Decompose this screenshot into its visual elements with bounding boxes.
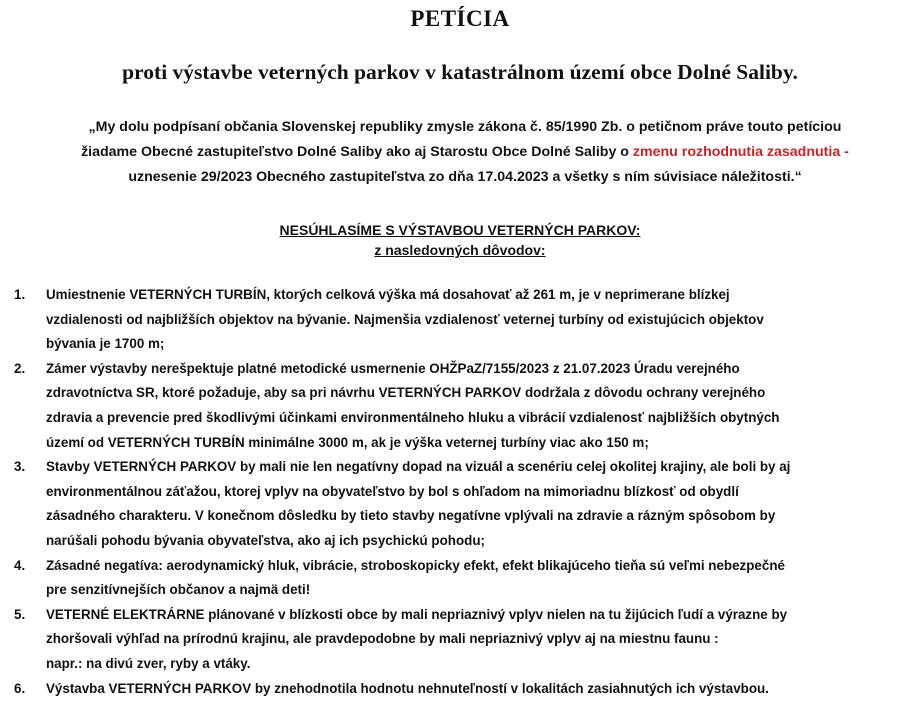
list-item-number: 1. — [14, 287, 26, 302]
list-item-text-line: VETERNÉ ELEKTRÁRNE plánované v blízkosti obce by mali nepriaznivý vplyv nielen na tu žijúcich ľudí a výrazne by — [46, 606, 788, 622]
reasons-list — [0, 283, 920, 701]
list-item — [0, 603, 920, 677]
intro-line-2-text: žiadame Obecné zastupiteľstvo Dolné Saliby ako aj Starostu Obce Dolné Saliby o — [81, 144, 633, 160]
section-heading-line-2: z nasledovných dôvodov: — [374, 242, 546, 258]
list-item-text-line: zhoršovali výhľad na prírodnú krajinu, ale pravdepodobne by mali nepriaznivý vplyv aj na miestnu faunu : — [46, 631, 719, 647]
list-item-text-line: zdravotníctva SR, ktoré požaduje, aby sa pri návrhu VETERNÝCH PARKOV dodržala z dôvodu ochrany verejného — [46, 385, 766, 401]
list-item-text-line: Zámer výstavby nerešpektuje platné metodické usmernenie OHŽPaZ/7155/2023 z 21.07.2023 Úradu verejného — [46, 360, 740, 376]
list-item-text-line: bývania je 1700 m; — [46, 336, 165, 352]
list-item-text-line: území od VETERNÝCH TURBÍN minimálne 3000 m, ak je výška veternej turbíny viac ako 150 m; — [46, 434, 649, 450]
page-title: PETÍCIA — [410, 6, 510, 31]
list-item-text-line: Stavby VETERNÝCH PARKOV by mali nie len negatívny dopad na vizuál a scenériu celej okolitej krajiny, ale boli by aj — [46, 459, 791, 475]
list-item-text-line: vzdialenosti od najbližších objektov na bývanie. Najmenšia vzdialenosť veternej turbíny od existujúcich objektov — [46, 311, 764, 327]
list-item-text-line: napr.: na divú zver, ryby a vtáky. — [46, 655, 251, 671]
section-heading — [0, 220, 920, 260]
list-item — [0, 357, 920, 455]
list-item-number: 5. — [14, 606, 26, 622]
intro-line-3: uznesenie 29/2023 Obecného zastupiteľstva zo dňa 17.04.2023 a všetky s ním súvisiace náležitosti.“ — [128, 169, 802, 185]
list-item — [0, 455, 920, 553]
list-item-text-line: Umiestnenie VETERNÝCH TURBÍN, ktorých celková výška má dosahovať až 261 m, je v neprimerane blízkej — [46, 287, 730, 302]
intro-paragraph — [30, 115, 900, 190]
list-item-text-line: zdravia a prevencie pred škodlivými účinkami environmentálneho hluku a vibrácií vzdialenosť najbližších obytných — [46, 409, 780, 425]
list-item — [0, 283, 920, 357]
list-item-text-line: Výstavba VETERNÝCH PARKOV by znehodnotila hodnotu nehnuteľností v lokalitách zasiahnutých ich výstavbou. — [46, 680, 769, 696]
list-item-text-line: environmentálnou záťažou, ktorej vplyv na obyvateľstvo by bol s ohľadom na mimoriadnu blízkosť od obydlí — [46, 483, 739, 499]
list-item-number: 2. — [14, 360, 26, 376]
intro-line-2 — [30, 140, 900, 165]
page-subtitle: proti výstavbe veterných parkov v katastrálnom území obce Dolné Saliby. — [122, 60, 798, 84]
intro-highlight: zmenu rozhodnutia zasadnutia - — [632, 144, 849, 160]
list-item-text-line: zásadného charakteru. V konečnom dôsledku by tieto stavby negatívne vplývali na zdravie a rázným spôsobom by — [46, 508, 776, 524]
section-heading-line-1: NESÚHLASÍME S VÝSTAVBOU VETERNÝCH PARKOV: — [279, 222, 641, 238]
list-item-text-line: Zásadné negatíva: aerodynamický hluk, vibrácie, stroboskopicky efekt, efekt blikajúceho tieňa sú veľmi nebezpečné — [46, 557, 785, 573]
list-item — [0, 677, 920, 702]
list-item-number: 4. — [14, 557, 26, 573]
list-item-number: 6. — [14, 680, 26, 696]
list-item — [0, 554, 920, 603]
list-item-text-line: pre senzitívnejších občanov a najmä deti! — [46, 582, 311, 598]
intro-line-1: „My dolu podpísaní občania Slovenskej republiky zmysle zákona č. 85/1990 Zb. o petičnom práve touto petíciou — [88, 119, 842, 135]
list-item-number: 3. — [14, 459, 26, 475]
list-item-text-line: narúšali pohodu bývania obyvateľstva, ako aj ich psychickú pohodu; — [46, 532, 485, 548]
